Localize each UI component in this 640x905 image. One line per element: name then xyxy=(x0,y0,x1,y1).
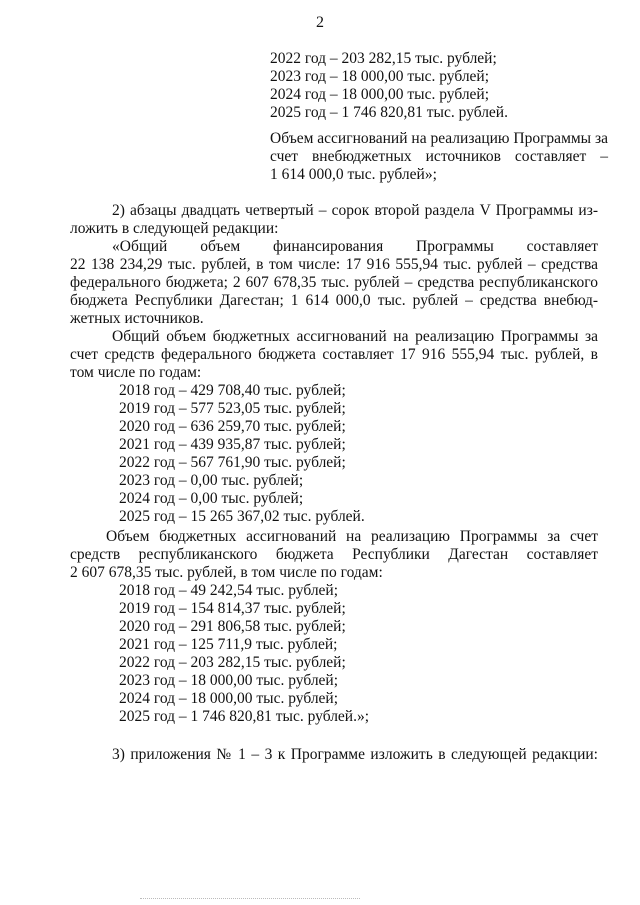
paragraph-line: Общий объем бюджетных ассигнований на реализацию Программы за xyxy=(112,328,598,345)
list-item: 2019 год – 577 523,05 тыс. рублей; xyxy=(119,400,346,417)
list-item: 2018 год – 49 242,54 тыс. рублей; xyxy=(119,582,339,599)
paragraph-line: Объем бюджетных ассигнований на реализацию Программы за счет xyxy=(106,528,598,545)
item-3-paragraph xyxy=(112,746,598,764)
list-item: 2024 год – 0,00 тыс. рублей; xyxy=(119,490,304,507)
top-year-list xyxy=(270,50,610,122)
list-item: 2025 год – 1 746 820,81 тыс. рублей.»; xyxy=(119,708,370,725)
list-item: 2024 год – 18 000,00 тыс. рублей; xyxy=(119,690,339,707)
extrabudget-paragraph xyxy=(270,130,608,184)
paragraph-line: ложить в следующей редакции: xyxy=(70,220,279,237)
paragraph-line: «Общий объем финансирования Программы составляет xyxy=(112,238,598,255)
list-item: 2023 год – 18 000,00 тыс. рублей; xyxy=(270,68,490,85)
list-item: 2020 год – 291 806,58 тыс. рублей; xyxy=(119,618,346,635)
list-item: 2018 год – 429 708,40 тыс. рублей; xyxy=(119,382,346,399)
federal-year-list xyxy=(119,382,539,526)
republic-year-list xyxy=(119,582,539,726)
paragraph-line: бюджета Республики Дагестан; 1 614 000,0 тыс. рублей – средства внебюд- xyxy=(70,292,598,309)
paragraph-line: средств республиканского бюджета Республики Дагестан составляет xyxy=(70,546,598,563)
list-item: 2025 год – 1 746 820,81 тыс. рублей. xyxy=(270,104,508,121)
paragraph-line: счет внебюджетных источников составляет – xyxy=(270,148,608,165)
paragraph-line: 1 614 000,0 тыс. рублей»; xyxy=(270,166,437,183)
paragraph-line: 2) абзацы двадцать четвертый – сорок второй раздела V Программы из- xyxy=(112,202,598,219)
list-item: 2024 год – 18 000,00 тыс. рублей; xyxy=(270,86,490,103)
paragraph-line: 3) приложения № 1 – 3 к Программе изложить в следующей редакции: xyxy=(112,746,598,763)
list-item: 2023 год – 18 000,00 тыс. рублей; xyxy=(119,672,339,689)
list-item: 2023 год – 0,00 тыс. рублей; xyxy=(119,472,304,489)
federal-budget-paragraph xyxy=(70,328,598,382)
item-2-paragraph xyxy=(70,202,598,238)
list-item: 2025 год – 15 265 367,02 тыс. рублей. xyxy=(119,508,365,525)
paragraph-line: 2 607 678,35 тыс. рублей, в том числе по годам: xyxy=(70,564,383,581)
list-item: 2019 год – 154 814,37 тыс. рублей; xyxy=(119,600,346,617)
list-item: 2022 год – 203 282,15 тыс. рублей; xyxy=(270,50,497,67)
total-financing-paragraph xyxy=(70,238,598,328)
republic-budget-paragraph xyxy=(70,528,598,582)
paragraph-line: том числе по годам: xyxy=(70,364,202,381)
list-item: 2022 год – 567 761,90 тыс. рублей; xyxy=(119,454,346,471)
paragraph-line: жетных источников. xyxy=(70,310,204,327)
paragraph-line: счет средств федерального бюджета составляет 17 916 555,94 тыс. рублей, в xyxy=(70,346,598,363)
list-item: 2021 год – 439 935,87 тыс. рублей; xyxy=(119,436,346,453)
page-bottom-divider xyxy=(140,898,360,899)
paragraph-line: Объем ассигнований на реализацию Программы за xyxy=(270,130,608,147)
list-item: 2020 год – 636 259,70 тыс. рублей; xyxy=(119,418,346,435)
paragraph-line: 22 138 234,29 тыс. рублей, в том числе: 17 916 555,94 тыс. рублей – средства xyxy=(70,256,598,273)
page-number: 2 xyxy=(316,14,324,31)
list-item: 2021 год – 125 711,9 тыс. рублей; xyxy=(119,636,338,653)
paragraph-line: федерального бюджета; 2 607 678,35 тыс. рублей – средства республиканского xyxy=(70,274,598,291)
list-item: 2022 год – 203 282,15 тыс. рублей; xyxy=(119,654,346,671)
